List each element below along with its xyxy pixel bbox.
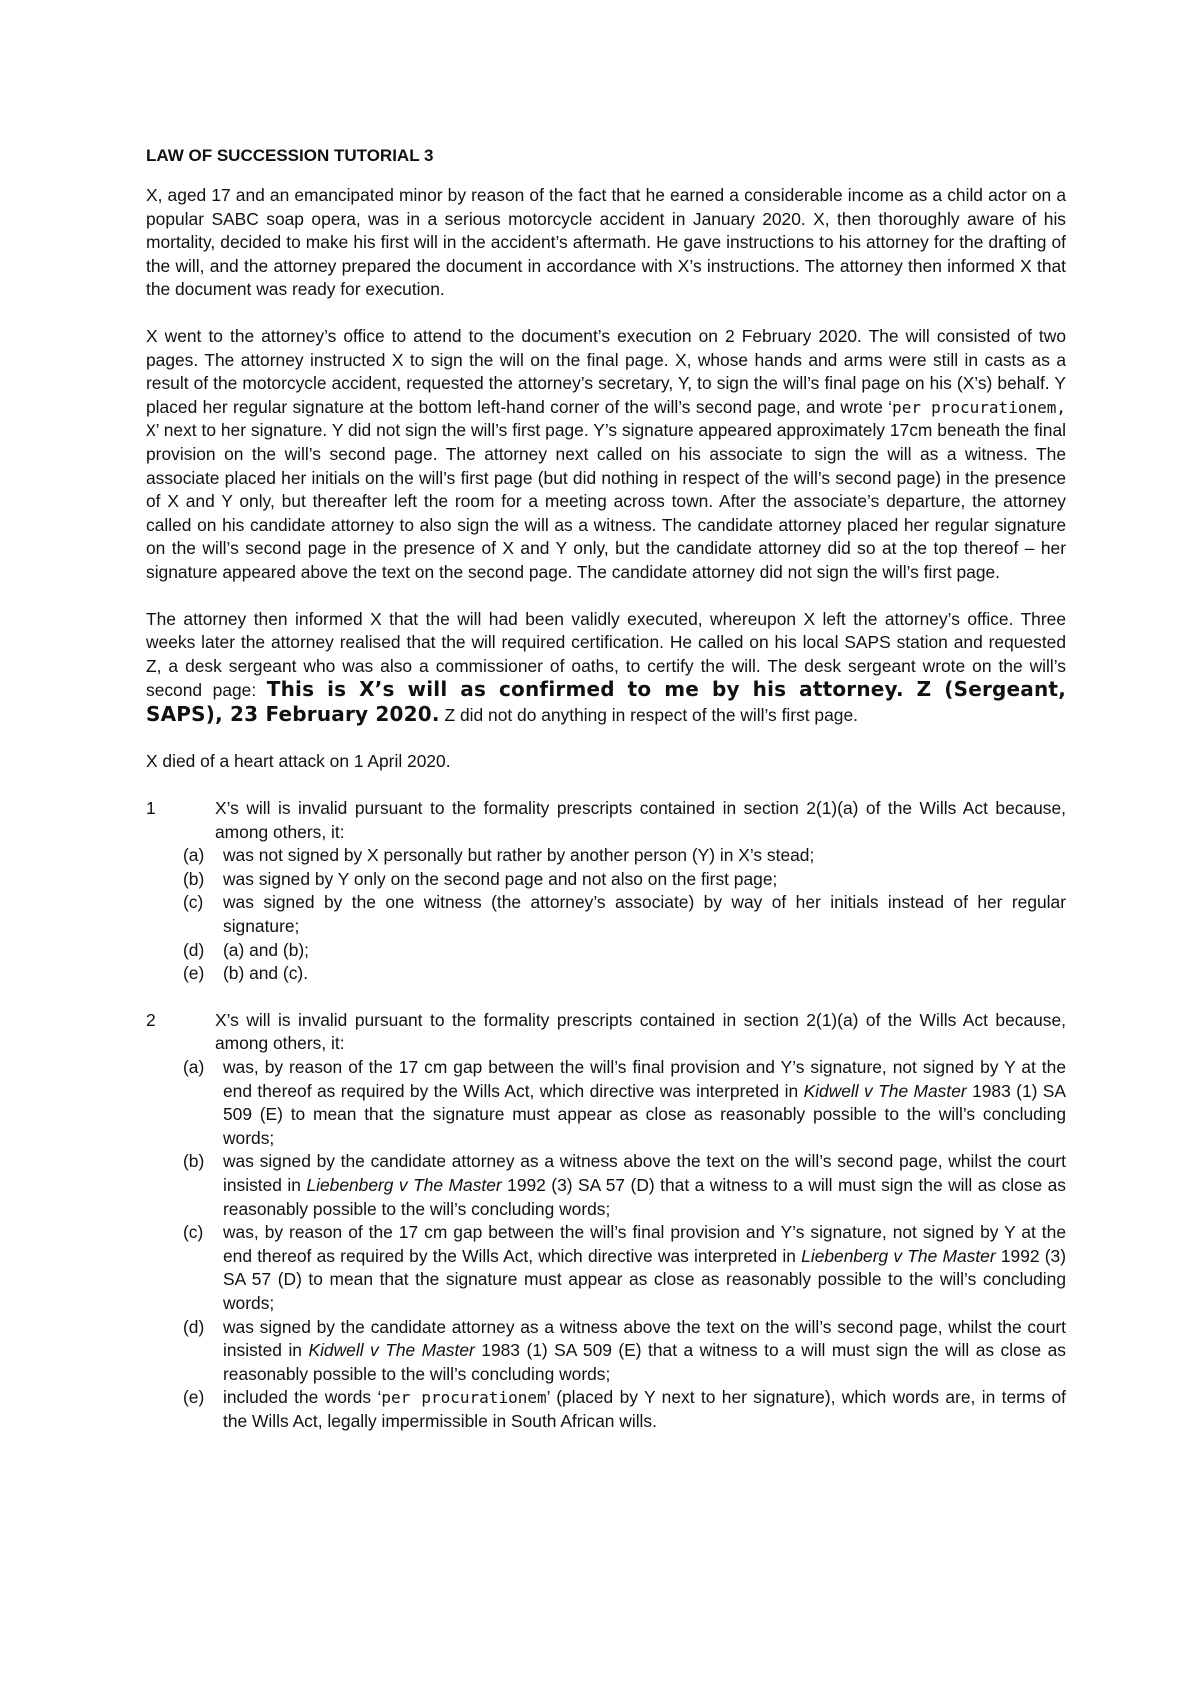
paragraph-4: X died of a heart attack on 1 April 2020.	[146, 751, 451, 772]
question-number: 1	[146, 798, 156, 819]
option-label: (a)	[183, 845, 205, 866]
paragraph-2-text-a: X went to the attorney’s office to attend to the document’s execution on 2 February 2020. The will consisted of two pages. The attorney instructed X to sign the will on the final page. X, whose hands and arms were still in casts as a result of the motorcycle accident, requested the attorney’s secretary, Y, to sign the will’s final page on his (X’s) behalf. Y placed her regular signature at the bottom left-hand corner of the will’s second page, and wrote ‘	[146, 325, 1066, 417]
paragraph-3	[146, 608, 1066, 728]
option-text: included the words ‘per procurationem’ (placed by Y next to her signature), which words are, in terms of the Wills Act, legally impermissible in South African wills.	[223, 1387, 1066, 1431]
option-text: was signed by Y only on the second page and not also on the first page;	[223, 868, 778, 889]
option-label: (e)	[183, 1387, 205, 1408]
question-2	[146, 1009, 1066, 1434]
option	[146, 1316, 1066, 1387]
option	[146, 939, 1066, 963]
paragraph-2-text-b: ’ next to her signature. Y did not sign the will’s first page. Y’s signature appeared approximately 17cm beneath the final provision on the will’s second page. The attorney next called on his associate to sign the will as a witness. The associate placed her initials on the will’s first page (but did nothing in respect of the will’s second page) in the presence of X and Y only, but thereafter left the room for a meeting across town. After the associate’s departure, the attorney called on his candidate attorney to also sign the will as a witness. The candidate attorney placed her regular signature on the will’s second page in the presence of X and Y only, but the candidate attorney did so at the top thereof – her signature appeared above the text on the second page. The candidate attorney did not sign the will’s first page.	[146, 420, 1066, 582]
option-label: (e)	[183, 963, 205, 984]
paragraph-1: X, aged 17 and an emancipated minor by reason of the fact that he earned a considerable income as a child actor on a popular SABC soap opera, was in a serious motorcycle accident in January 2020. X, then thoroughly aware of his mortality, decided to make his first will in the accident’s aftermath. He gave instructions to his attorney for the drafting of the will, and the attorney prepared the document in accordance with X’s instructions. The attorney then informed X that the document was ready for execution.	[146, 185, 1066, 300]
option-label: (b)	[183, 868, 205, 889]
option-label: (b)	[183, 1151, 205, 1172]
option-text: was, by reason of the 17 cm gap between the will’s final provision and Y’s signature, not signed by Y at the end thereof as required by the Wills Act, which directive was interpreted in Liebenberg v The Master 1992 (3) SA 57 (D) to mean that the signature must appear as close as reasonably possible to the will’s concluding words;	[223, 1222, 1067, 1313]
per-procurationem-phrase: per procurationem	[381, 1388, 547, 1408]
option-text: was not signed by X personally but rather by another person (Y) in X’s stead;	[223, 845, 815, 866]
question-number: 2	[146, 1009, 156, 1030]
option-label: (c)	[183, 892, 204, 913]
option	[146, 1150, 1066, 1221]
option	[146, 1386, 1066, 1433]
option	[146, 891, 1066, 938]
case-name: Kidwell v The Master	[308, 1340, 475, 1361]
paragraph-3-text-b: Z did not do anything in respect of the will’s first page.	[439, 704, 858, 725]
option	[146, 962, 1066, 986]
option-label: (c)	[183, 1222, 204, 1243]
per-procurationem-phrase: per procurationem, X	[146, 397, 1066, 441]
paragraph-2	[146, 325, 1066, 585]
option	[146, 1056, 1066, 1150]
option	[146, 868, 1066, 892]
option	[146, 1221, 1066, 1315]
question-stem: X’s will is invalid pursuant to the formality prescripts contained in section 2(1)(a) of the Wills Act because, among others, it:	[215, 1009, 1066, 1054]
option-text: was, by reason of the 17 cm gap between the will’s final provision and Y’s signature, not signed by Y at the end thereof as required by the Wills Act, which directive was interpreted in Kidwell v The Master 1983 (1) SA 509 (E) to mean that the signature must appear as close as reasonably possible to the will’s concluding words;	[223, 1057, 1067, 1148]
paragraph-3-text-a: The attorney then informed X that the will had been validly executed, whereupon X left the attorney’s office. Three weeks later the attorney realised that the will required certification. He called on his local SAPS station and requested Z, a desk sergeant who was also a commissioner of oaths, to certify the will. The desk sergeant wrote on the will’s second page:	[146, 608, 1066, 701]
option-text: (a) and (b);	[223, 939, 310, 960]
certification-text: This is X’s will as confirmed to me by his attorney. Z (Sergeant, SAPS), 23 February 2020.	[146, 677, 1066, 726]
question-stem: X’s will is invalid pursuant to the formality prescripts contained in section 2(1)(a) of the Wills Act because, among others, it:	[215, 798, 1066, 842]
document-title: LAW OF SUCCESSION TUTORIAL 3	[146, 146, 434, 165]
case-name: Kidwell v The Master	[803, 1080, 967, 1101]
option-label: (d)	[183, 1316, 205, 1337]
option-label: (d)	[183, 939, 205, 960]
case-name: Liebenberg v The Master	[801, 1245, 996, 1266]
option-text: was signed by the candidate attorney as a witness above the text on the will’s second page, whilst the court insisted in Liebenberg v The Master 1992 (3) SA 57 (D) that a witness to a will must sign the will as close as reasonably possible to the will’s concluding words;	[223, 1151, 1066, 1219]
question-1	[146, 797, 1066, 986]
option-text: (b) and (c).	[223, 963, 309, 984]
option-label: (a)	[183, 1057, 205, 1077]
option	[146, 844, 1066, 868]
case-name: Liebenberg v The Master	[306, 1174, 502, 1195]
option-text: was signed by the candidate attorney as a witness above the text on the will’s second page, whilst the court insisted in Kidwell v The Master 1983 (1) SA 509 (E) that a witness to a will must sign the will as close as reasonably possible to the will’s concluding words;	[223, 1316, 1067, 1384]
option-text: was signed by the one witness (the attorney’s associate) by way of her initials instead of her regular signature;	[223, 892, 1066, 937]
